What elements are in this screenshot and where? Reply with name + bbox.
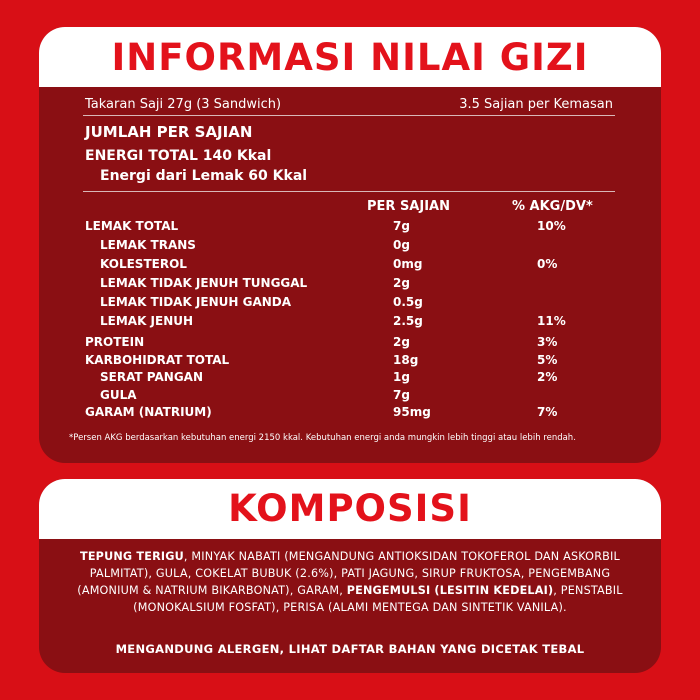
nutrient-value: 7g	[393, 388, 410, 402]
nutrient-value: 2g	[393, 276, 410, 290]
nutrient-value: 7g	[393, 219, 410, 233]
nutrient-value: 0g	[393, 238, 410, 252]
ingredients-text	[69, 548, 631, 616]
divider	[83, 115, 615, 116]
nutrition-title: INFORMASI NILAI GIZI	[39, 27, 661, 87]
akg-footnote: *Persen AKG berdasarkan kebutuhan energi 2150 kkal. Kebutuhan energi anda mungkin lebih tinggi atau lebih rendah.	[69, 433, 576, 443]
nutrient-name: LEMAK TIDAK JENUH TUNGGAL	[100, 276, 308, 290]
nutrient-row	[39, 335, 661, 353]
nutrient-value: 1g	[393, 370, 410, 384]
nutrient-row	[39, 388, 661, 406]
composition-panel	[39, 479, 661, 673]
energi-total: ENERGI TOTAL 140 Kkal	[85, 148, 272, 164]
nutrient-akg: 5%	[537, 353, 558, 367]
nutrient-akg: 0%	[537, 257, 558, 271]
nutrient-row	[39, 405, 661, 423]
nutrient-value: 18g	[393, 353, 419, 367]
energi-lemak: Energi dari Lemak 60 Kkal	[100, 168, 308, 184]
nutrient-row	[39, 238, 661, 256]
servings-per-pack: 3.5 Sajian per Kemasan	[459, 97, 613, 112]
serving-info-row	[85, 97, 613, 112]
nutrient-row	[39, 295, 661, 313]
nutrient-value: 0.5g	[393, 295, 423, 309]
nutrient-akg: 7%	[537, 405, 558, 419]
divider	[83, 191, 615, 192]
composition-title: KOMPOSISI	[39, 479, 661, 539]
nutrient-akg: 3%	[537, 335, 558, 349]
ingredient-bold: TEPUNG TERIGU	[80, 550, 184, 563]
nutrient-row	[39, 257, 661, 275]
col-per-sajian-header: PER SAJIAN	[367, 199, 450, 214]
nutrient-row	[39, 276, 661, 294]
ingredient-plain: , MINYAK NABATI (MENGANDUNG ANTIOKSIDAN TOKOFEROL DAN ASKORBIL PALMITAT), GULA, COKELAT BUBUK (2.6%), PATI JAGUNG, SIRUP FRUKTOSA, PENGEMBANG (AMONIUM & NATRIUM BIKARBONAT), GARAM,	[77, 550, 620, 597]
nutrition-facts-panel	[39, 27, 661, 463]
ingredient-bold: PENGEMULSI (LESITIN KEDELAI)	[346, 584, 554, 597]
nutrient-name: LEMAK TOTAL	[85, 219, 179, 233]
allergen-note: MENGANDUNG ALERGEN, LIHAT DAFTAR BAHAN YANG DICETAK TEBAL	[115, 642, 585, 656]
nutrient-row	[39, 353, 661, 371]
nutrient-value: 0mg	[393, 257, 423, 271]
nutrient-name: GULA	[100, 388, 137, 402]
nutrient-akg: 11%	[537, 314, 566, 328]
nutrient-akg: 10%	[537, 219, 566, 233]
ingredient-plain: , PENSTABIL (MONOKALSIUM FOSFAT), PERISA (ALAMI MENTEGA DAN SINTETIK VANILA).	[133, 584, 623, 614]
nutrient-name: SERAT PANGAN	[100, 370, 204, 384]
nutrient-row	[39, 219, 661, 237]
nutrient-name: LEMAK TIDAK JENUH GANDA	[100, 295, 292, 309]
nutrient-name: KARBOHIDRAT TOTAL	[85, 353, 230, 367]
nutrient-value: 2.5g	[393, 314, 423, 328]
nutrient-value: 95mg	[393, 405, 431, 419]
nutrient-name: GARAM (NATRIUM)	[85, 405, 212, 419]
nutrient-name: LEMAK TRANS	[100, 238, 196, 252]
nutrient-value: 2g	[393, 335, 410, 349]
nutrient-row	[39, 314, 661, 332]
jumlah-per-sajian: JUMLAH PER SAJIAN	[85, 123, 253, 141]
col-akg-header: % AKG/DV*	[512, 199, 593, 214]
serving-size: Takaran Saji 27g (3 Sandwich)	[85, 97, 282, 112]
nutrient-row	[39, 370, 661, 388]
nutrient-name: KOLESTEROL	[100, 257, 187, 271]
nutrient-akg: 2%	[537, 370, 558, 384]
nutrient-name: PROTEIN	[85, 335, 145, 349]
nutrient-name: LEMAK JENUH	[100, 314, 194, 328]
